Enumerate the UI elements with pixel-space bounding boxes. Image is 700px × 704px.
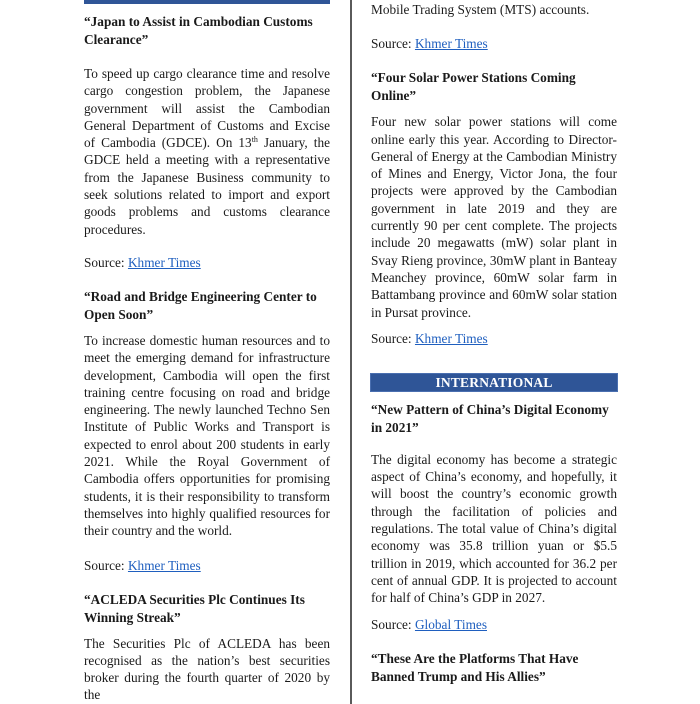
source-label: Source: bbox=[371, 36, 415, 52]
article-headline: “ACLEDA Securities Plc Continues Its Winning Streak” bbox=[84, 591, 305, 625]
article-continued bbox=[371, 1, 617, 52]
section-header-bar-top bbox=[84, 0, 330, 4]
article-body: The digital economy has become a strategic aspect of China’s economy, and hopefully, it will boost the country’s economic growth through the facilitation of policies and regulations. The total value of China’s digital economy was 35.8 trillion yuan or $5.5 trillion in 2019, which accounted for 36.2 per cent of annual GDP. It is projected to account for half of China’s GDP in 2027. bbox=[371, 451, 617, 606]
source-link-khmer-times[interactable]: Khmer Times bbox=[414, 36, 488, 52]
source-link-khmer-times[interactable]: Khmer Times bbox=[414, 330, 488, 346]
article-platforms-banned-trump bbox=[371, 650, 617, 686]
source-link-global-times[interactable]: Global Times bbox=[414, 616, 487, 632]
article-body: The Securities Plc of ACLEDA has been recognised as the nation’s best securities broker during the fourth quarter of 2020 by the bbox=[84, 635, 330, 703]
continued-text: Mobile Trading System (MTS) accounts. bbox=[371, 2, 590, 17]
article-headline: “Japan to Assist in Cambodian Customs Clearance” bbox=[84, 14, 313, 47]
article-source bbox=[371, 330, 617, 347]
article-source bbox=[84, 557, 330, 574]
article-solar-power bbox=[371, 69, 617, 347]
source-label: Source: bbox=[84, 557, 128, 573]
article-body: To increase domestic human resources and to meet the emerging demand for infrastructure development, Cambodia will open the first training centre focusing on road and bridge engineering. The newly launched Techno Sen Institute of Public Works and Transport is expected to enrol about 200 students in early 2021. While the Royal Government of Cambodia offers opportunities for promising students, it is their responsibility to transform themselves into highly qualified resources for their country and the world. bbox=[84, 332, 330, 539]
left-column bbox=[84, 0, 330, 704]
article-body: Four new solar power stations will come online early this year. According to Director-General of Energy at the Cambodian Ministry of Mines and Energy, Victor Jona, the four projects were approved by the Cambodian government in late 2019 and they are currently 90 per cent complete. The projects include 20 megawatts (mW) solar plant in Svay Rieng province, 30mW plant in Banteay Meanchey province, 60mW solar farm in Battambang province and 60mW solar station in Pursat province. bbox=[371, 114, 617, 320]
article-source bbox=[371, 616, 617, 633]
ordinal-superscript: th bbox=[251, 135, 258, 145]
source-label: Source: bbox=[371, 330, 415, 346]
article-headline: “Four Solar Power Stations Coming Online” bbox=[371, 70, 576, 104]
source-link-khmer-times[interactable]: Khmer Times bbox=[127, 254, 201, 270]
source-link-khmer-times[interactable]: Khmer Times bbox=[127, 557, 201, 573]
article-body-text: January, the GDCE held a meeting with a representative from the Japanese Business community to seek solutions related to import and export goods problems and customs clearance procedures. bbox=[84, 135, 330, 237]
source-label: Source: bbox=[371, 616, 415, 632]
article-source bbox=[84, 254, 330, 271]
article-china-digital-economy bbox=[371, 401, 617, 633]
article-source bbox=[371, 35, 617, 52]
source-label: Source: bbox=[84, 254, 128, 270]
column-divider bbox=[350, 0, 352, 704]
article-headline: “Road and Bridge Engineering Center to Open Soon” bbox=[84, 288, 317, 322]
article-road-bridge bbox=[84, 288, 330, 574]
article-acleda bbox=[84, 591, 330, 704]
article-headline: “New Pattern of China’s Digital Economy in 2021” bbox=[371, 401, 609, 435]
article-headline: “These Are the Platforms That Have Banned Trump and His Allies” bbox=[371, 650, 579, 684]
article-body-text: To speed up cargo clearance time and resolve cargo congestion problem, the Japanese government will assist the Cambodian General Department of Customs and Excise of Cambodia (GDCE). On 13 bbox=[84, 66, 330, 151]
article-japan-customs bbox=[84, 13, 330, 271]
article-body bbox=[84, 65, 330, 238]
section-header-international: INTERNATIONAL bbox=[370, 373, 618, 392]
right-column bbox=[371, 0, 617, 686]
